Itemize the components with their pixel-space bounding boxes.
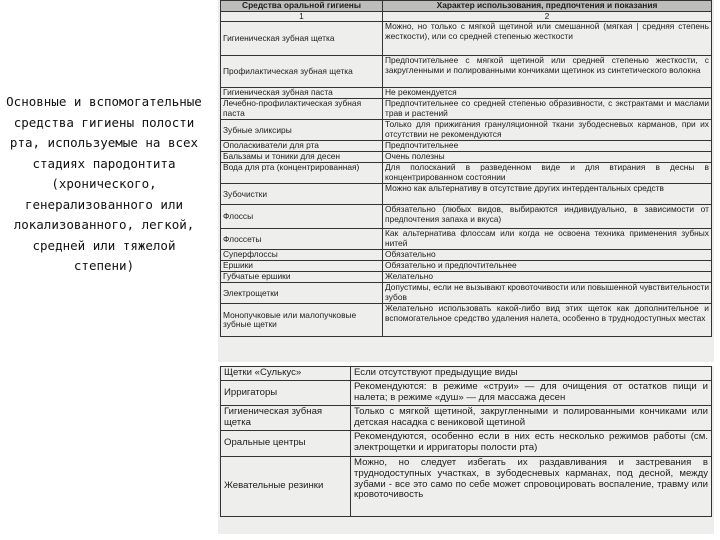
table-row	[221, 250, 712, 261]
table-row	[221, 56, 712, 88]
row-note: Рекомендуются, особенно если в них есть несколько режимов работы (см. электрощетки и ирригаторы полости рта)	[351, 431, 712, 457]
table-row	[221, 381, 712, 406]
row-name: Зубные эликсиры	[221, 120, 383, 141]
table-row	[221, 406, 712, 431]
table-row	[221, 88, 712, 99]
row-name: Ирригаторы	[221, 381, 351, 406]
row-note: Только для прижигания грануляционной ткани зубодесневых карманов, при их отсутствии не рекомендуются	[383, 120, 712, 141]
row-note: Очень полезны	[383, 152, 712, 163]
row-note: Можно, но следует избегать их раздавливания и застревания в труднодоступных участках, в зубодесневых карманах, под десной, между зубами - все это само по себе может спровоцировать воспаление, травму или кровоточивость	[351, 457, 712, 517]
column-number: 2	[383, 12, 712, 22]
row-name: Монопучковые или малопучковые зубные щетки	[221, 304, 383, 337]
table-row	[221, 431, 712, 457]
row-name: Гигиеническая зубная щетка	[221, 406, 351, 431]
table-row	[221, 283, 712, 304]
row-name: Ершики	[221, 261, 383, 272]
row-note: Только с мягкой щетиной, закругленными и полированными кончиками или детская насадка с вениковой щетиной	[351, 406, 712, 431]
row-name: Электрощетки	[221, 283, 383, 304]
table-row	[221, 457, 712, 517]
hygiene-means-table-continued	[218, 366, 714, 534]
table-row	[221, 272, 712, 283]
row-note: Не рекомендуется	[383, 88, 712, 99]
row-name: Вода для рта (концентрированная)	[221, 163, 383, 184]
table-row	[221, 120, 712, 141]
row-name: Лечебно-профилактическая зубная паста	[221, 99, 383, 120]
table-row	[221, 367, 712, 381]
row-name: Гигиеническая зубная щетка	[221, 22, 383, 56]
row-note: Обязательно и предпочтительнее	[383, 261, 712, 272]
row-name: Флоссы	[221, 205, 383, 229]
caption: Основные и вспомогательные средства гигиены полости рта, используемые на всех стадиях пародонтита (хронического, генерализованного или локализованного, легкой, средней или тяжелой степени)	[6, 94, 202, 273]
row-name: Бальзамы и тоники для десен	[221, 152, 383, 163]
row-note: Можно как альтернативу в отсутствие других интердентальных средств	[383, 184, 712, 205]
row-note: Предпочтительнее с мягкой щетиной или средней степенью жесткости, с закругленными и полированными кончиками щетинок из синтетического волокна	[383, 56, 712, 88]
header-usage: Характер использования, предпочтения и показания	[383, 1, 712, 12]
row-name: Ополаскиватели для рта	[221, 141, 383, 152]
row-note: Можно, но только с мягкой щетиной или смешанной (мягкая | средняя степень жесткости), или со средней степенью жесткости	[383, 22, 712, 56]
row-name: Гигиеническая зубная паста	[221, 88, 383, 99]
header-means: Средства оральной гигиены	[221, 1, 383, 12]
table-row	[221, 22, 712, 56]
row-note: Для полосканий в разведенном виде и для втирания в десны в концентрированном состоянии	[383, 163, 712, 184]
table-row	[221, 99, 712, 120]
row-name: Профилактическая зубная щетка	[221, 56, 383, 88]
table-row	[221, 163, 712, 184]
table-row	[221, 205, 712, 229]
row-note: Желательно использовать какой-либо вид этих щеток как дополнительное и вспомогательное средство удаления налета, особенно в труднодоступных местах	[383, 304, 712, 337]
row-note: Как альтернатива флоссам или когда не освоена техника применения зубных нитей	[383, 229, 712, 250]
table-row	[221, 184, 712, 205]
column-number: 1	[221, 12, 383, 22]
hygiene-means-table	[218, 0, 714, 362]
table-row	[221, 141, 712, 152]
row-name: Щетки «Сулькус»	[221, 367, 351, 381]
row-note: Обязательно (любых видов, выбираются индивидуально, в зависимости от предпочтения запаха и вкуса)	[383, 205, 712, 229]
table-row	[221, 152, 712, 163]
row-name: Оральные центры	[221, 431, 351, 457]
row-name: Суперфлоссы	[221, 250, 383, 261]
table-row	[221, 229, 712, 250]
row-name: Флоссеты	[221, 229, 383, 250]
column-number-row	[221, 12, 712, 22]
table-row	[221, 304, 712, 337]
row-name: Зубочистки	[221, 184, 383, 205]
row-note: Допустимы, если не вызывают кровоточивости или повышенной чувствительности зубов	[383, 283, 712, 304]
table-row	[221, 261, 712, 272]
row-name: Жевательные резинки	[221, 457, 351, 517]
row-note: Если отсутствуют предыдущие виды	[351, 367, 712, 381]
table-header-row	[221, 1, 712, 12]
row-note: Обязательно	[383, 250, 712, 261]
row-note: Желательно	[383, 272, 712, 283]
row-note: Рекомендуются: в режиме «струи» — для очищения от остатков пищи и налета; в режиме «душ» — для массажа десен	[351, 381, 712, 406]
row-note: Предпочтительнее со средней степенью образивности, с экстрактами и маслами трав и растений	[383, 99, 712, 120]
row-name: Губчатые ершики	[221, 272, 383, 283]
row-note: Предпочтительнее	[383, 141, 712, 152]
